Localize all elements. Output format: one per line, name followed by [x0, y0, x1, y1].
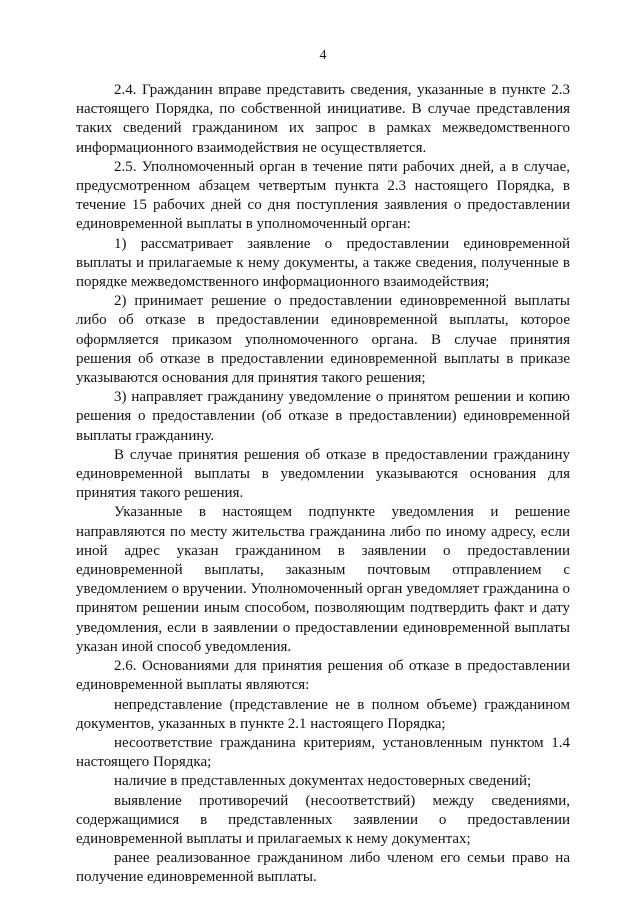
paragraph-refusal-ground-2: несоответствие гражданина критериям, установленным пунктом 1.4 настоящего Порядка;	[76, 734, 570, 771]
paragraph-2-6: 2.6. Основаниями для принятия решения об отказе в предоставлении единовременной выплаты являются:	[76, 658, 570, 694]
paragraph-2-4: 2.4. Гражданин вправе представить сведения, указанные в пункте 2.3 настоящего Порядка, по собственной инициативе. В случае представления таких сведений гражданином их запрос в рамках межведомственного информационного взаимодействия не осуществляется.	[76, 82, 570, 156]
paragraph-refusal-notice: В случае принятия решения об отказе в предоставлении гражданину единовременной выплаты в уведомлении указываются основания для принятия такого решения.	[76, 446, 570, 502]
paragraph-refusal-ground-5: ранее реализованное гражданином либо членом его семьи право на получение единовременной выплаты.	[76, 850, 570, 886]
paragraph-refusal-ground-1: непредставление (представление не в полном объеме) гражданином документов, указанных в пункте 2.1 настоящего Порядка;	[76, 696, 570, 732]
paragraph-2-5-item-1: 1) рассматривает заявление о предоставлении единовременной выплаты и прилагаемые к нему документы, а также сведения, полученные в порядке межведомственного информационного взаимодействия;	[76, 235, 570, 291]
paragraph-2-5-item-3: 3) направляет гражданину уведомление о принятом решении и копию решения о предоставлении (об отказе в предоставлении) единовременной выплаты гражданину.	[76, 389, 570, 444]
paragraph-notification-delivery: Указанные в настоящем подпункте уведомления и решение направляются по месту жительства гражданина либо по иному адресу, если иной адрес указан гражданином в заявлении о предоставлении единовременной выплаты, заказным почтовым отправлением с уведомлением о вручении. Уполномоченный орган уведомляет гражданина о принятом решении иным способом, позволяющим подтвердить факт и дату уведомления, если в заявлении о предоставлении единовременной выплаты указан иной способ уведомления.	[76, 504, 570, 655]
page-number: 4	[319, 48, 327, 63]
paragraph-2-5-item-2: 2) принимает решение о предоставлении единовременной выплаты либо об отказе в предоставлении единовременной выплаты, которое оформляется приказом уполномоченного органа. В случае принятия решения об отказе в предоставлении единовременной выплаты в приказе указываются основания для принятия такого решения;	[76, 293, 570, 387]
paragraph-2-5: 2.5. Уполномоченный орган в течение пяти рабочих дней, а в случае, предусмотренном абзацем четвертым пункта 2.3 настоящего Порядка, в течение 15 рабочих дней со дня поступления заявления о предоставлении единовременной выплаты в уполномоченный орган:	[76, 158, 570, 233]
paragraph-refusal-ground-3: наличие в представленных документах недостоверных сведений;	[114, 773, 532, 790]
paragraph-refusal-ground-4: выявление противоречий (несоответствий) между сведениями, содержащимися в представленных заявлении о предоставлении единовременной выплаты и прилагаемых к нему документах;	[76, 792, 570, 847]
